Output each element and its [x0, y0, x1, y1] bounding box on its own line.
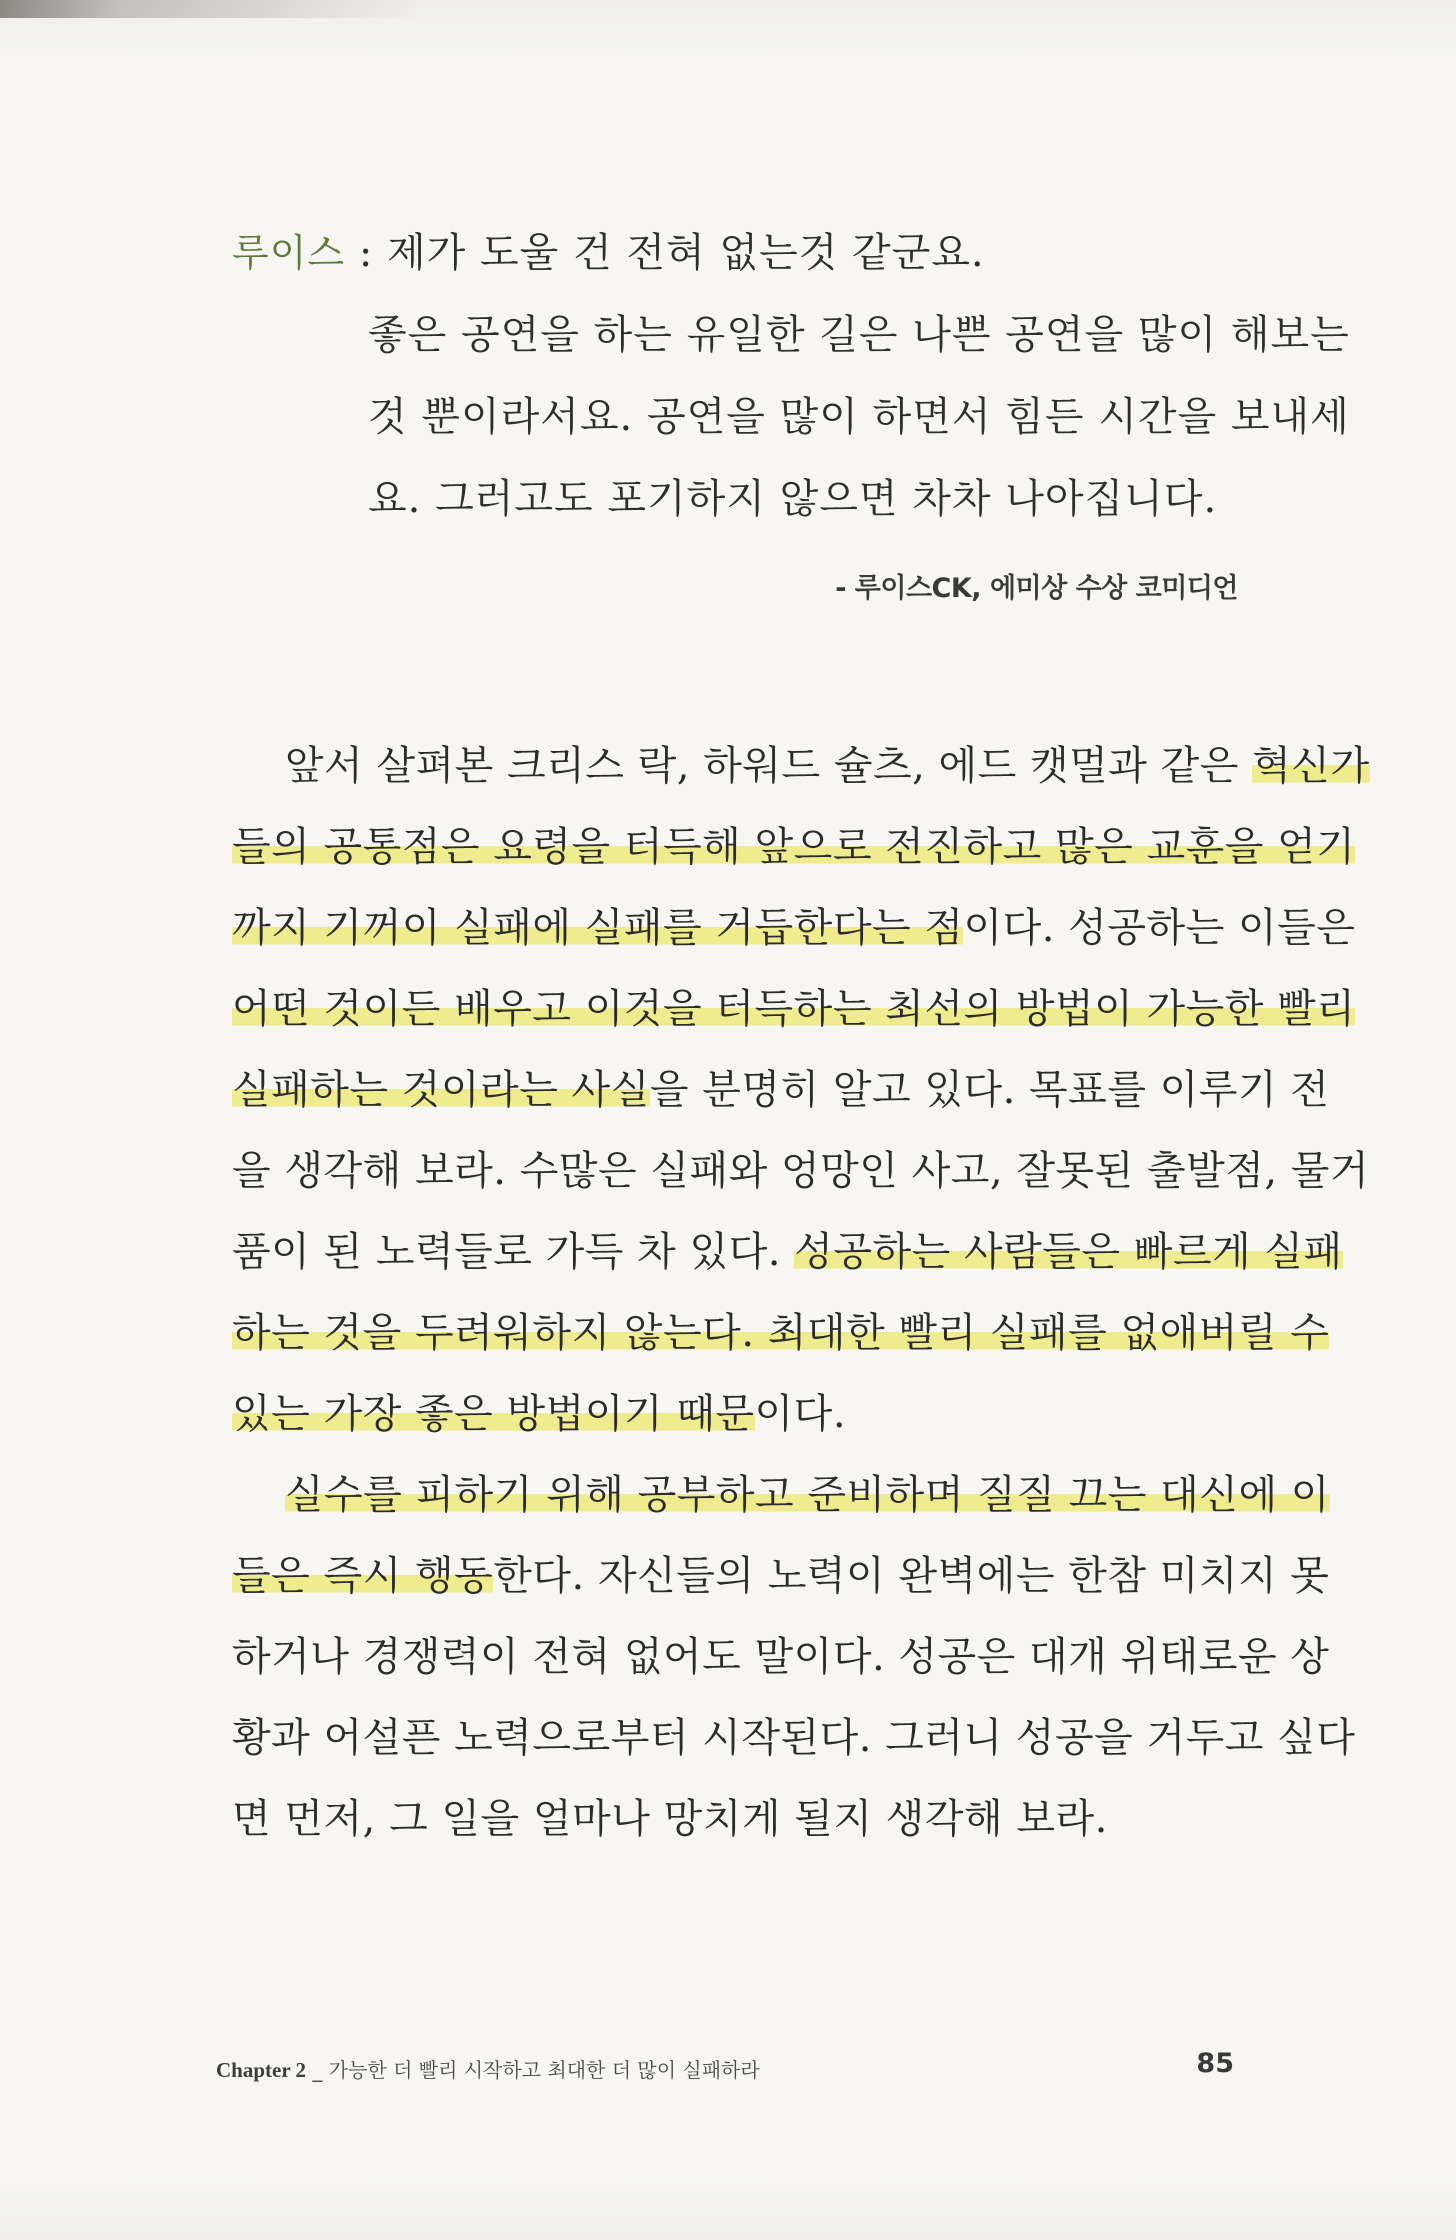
quote-line-3: 것 뿐이라서요. 공연을 많이 하면서 힘든 시간을 보내세: [368, 394, 1350, 440]
highlighted-text: 성공하는 사람들은 빠르게 실패: [794, 1229, 1343, 1275]
body-line-9: [232, 1386, 1237, 1442]
body-line-rest: 이다. 성공하는 이들은: [963, 905, 1356, 951]
footer-chapter-label: Chapter 2: [216, 2058, 307, 2082]
highlighted-text: 어떤 것이든 배우고 이것을 터득하는 최선의 방법이 가능한 빨리: [232, 986, 1356, 1032]
quote-line-2: 좋은 공연을 하는 유일한 길은 나쁜 공연을 많이 해보는: [368, 312, 1350, 358]
quote-separator: :: [345, 230, 388, 276]
body-line-12: [232, 1629, 1330, 1685]
body-line-5: [232, 1062, 1330, 1118]
body-line-3: [232, 900, 1356, 956]
body-line-text: 하거나 경쟁력이 전혀 없어도 말이다. 성공은 대개 위태로운 상: [232, 1634, 1330, 1680]
quote-attribution: - 루이스CK, 에미상 수상 코미디언: [835, 573, 1238, 604]
footer-separator: _: [306, 2058, 329, 2082]
body-line-2: [232, 819, 1356, 875]
body-line-8: [232, 1305, 1330, 1361]
highlighted-text: 실패하는 것이라는 사실: [232, 1067, 650, 1113]
body-line-rest: 이다.: [754, 1391, 847, 1437]
quote-line-1: 제가 도울 건 전혀 없는것 같군요.: [387, 230, 985, 276]
highlighted-text: 하는 것을 두려워하지 않는다. 최대한 빨리 실패를 없애버릴 수: [232, 1310, 1330, 1356]
body-line-text: 을 생각해 보라. 수많은 실패와 엉망인 사고, 잘못된 출발점, 물거: [232, 1148, 1370, 1194]
highlighted-text: 까지 기꺼이 실패에 실패를 거듭한다는 점: [232, 905, 964, 951]
highlighted-text: 들은 즉시 행동: [232, 1553, 494, 1599]
quote-line-4: 요. 그러고도 포기하지 않으면 차차 나아집니다.: [368, 476, 1218, 522]
body-line-rest: 을 분명히 알고 있다. 목표를 이루기 전: [649, 1067, 1330, 1113]
body-line-text: [232, 1472, 285, 1518]
quote-first-line: [232, 228, 985, 278]
highlighted-text: 들의 공통점은 요령을 터득해 앞으로 전진하고 많은 교훈을 얻기: [232, 824, 1356, 870]
page-edge-shadow: [0, 0, 1456, 18]
highlighted-text: 있는 가장 좋은 방법이기 때문: [232, 1391, 755, 1437]
body-line-13: [232, 1710, 1356, 1766]
body-line-4: [232, 981, 1356, 1037]
body-line-14: [232, 1791, 1237, 1847]
body-line-rest: 한다. 자신들의 노력이 완벽에는 한참 미치지 못: [493, 1553, 1330, 1599]
body-line-7: [232, 1224, 1343, 1280]
body-line-text: 앞서 살펴본 크리스 락, 하워드 슐츠, 에드 캣멀과 같은: [232, 743, 1253, 789]
body-line-6: [232, 1143, 1370, 1199]
footer-chapter-title: 가능한 더 빨리 시작하고 최대한 더 많이 실패하라: [328, 2058, 760, 2082]
body-line-11: [232, 1548, 1330, 1604]
highlighted-text: 실수를 피하기 위해 공부하고 준비하며 질질 끄는 대신에 이: [284, 1472, 1330, 1518]
body-line-text: 면 먼저, 그 일을 얼마나 망치게 될지 생각해 보라.: [232, 1796, 1108, 1842]
body-line-10: [232, 1467, 1330, 1523]
body-line-1: [232, 738, 1370, 794]
body-line-text: 품이 된 노력들로 가득 차 있다.: [232, 1229, 795, 1275]
highlighted-text: 혁신가: [1252, 743, 1370, 789]
running-footer: [216, 2054, 760, 2083]
body-line-text: 황과 어설픈 노력으로부터 시작된다. 그러니 성공을 거두고 싶다: [232, 1715, 1356, 1761]
page-number: 85: [1196, 2048, 1234, 2079]
quote-speaker: 루이스: [232, 231, 346, 275]
